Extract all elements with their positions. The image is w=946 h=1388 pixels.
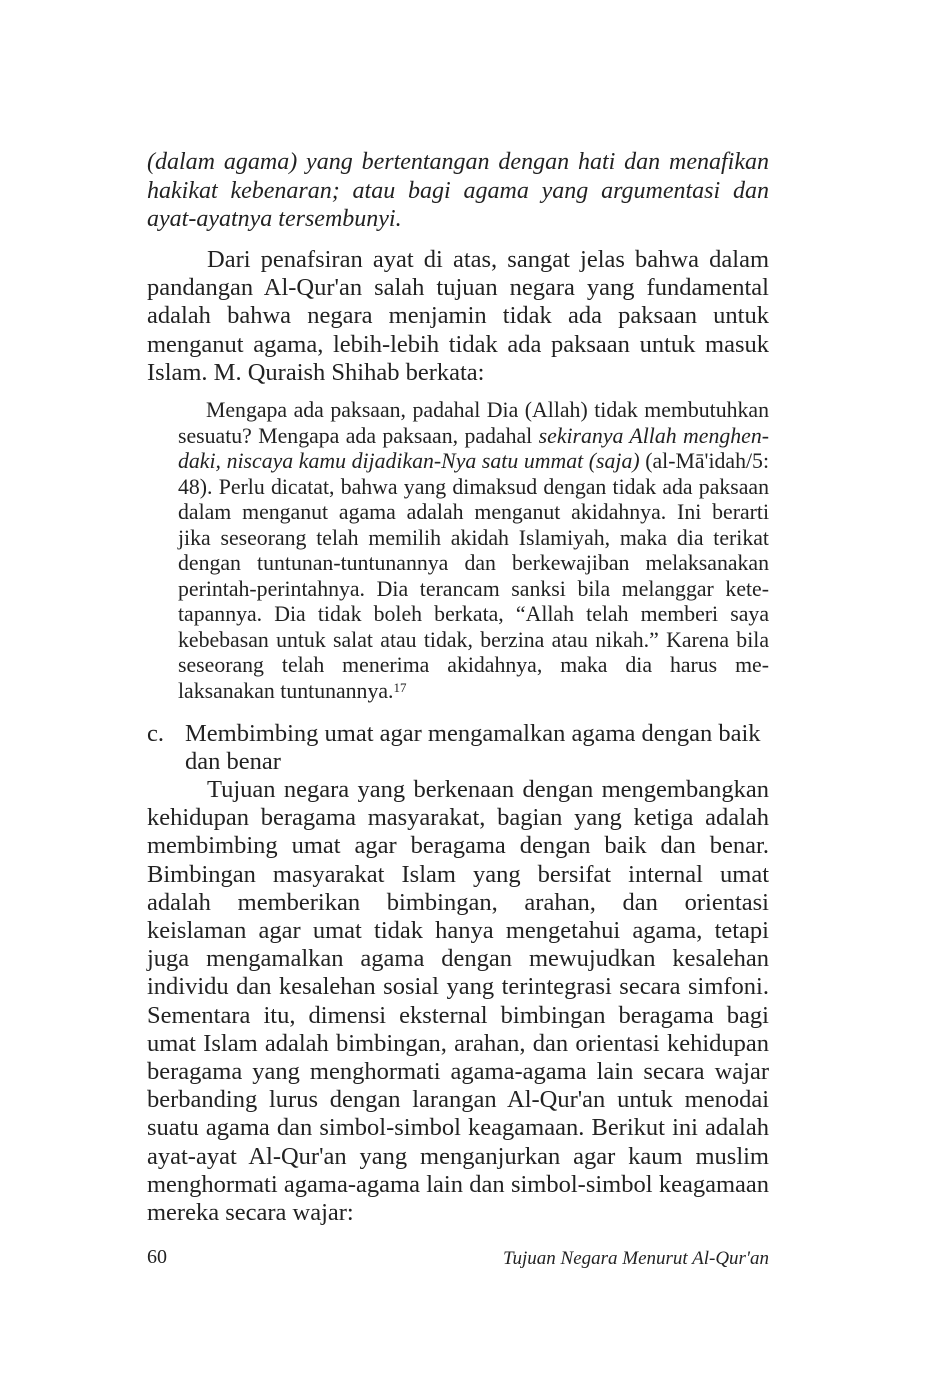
paragraph-interpretation: Dari penafsiran ayat di atas, sangat jelas bahwa dalam pandangan Al-Qur'an salah tujuan negara yang fundamental adalah bahwa negara menjamin tidak ada paksaan untuk menganut agama, lebih-lebih tidak ada paksaan untuk masuk Islam. M. Quraish Shihab berkata: bbox=[147, 246, 769, 386]
quote-text-part2: (al-Mā'idah/5: 48). Perlu dicatat, bahwa yang dimaksud dengan tidak ada paksaan dalam menganut agama adalah menganut akidahnya. Ini berarti jika seseorang telah memilih akidah Islamiyah, maka dia terikat dengan tuntunan-tuntunannya dan berkewajiban melaksanakan perintah-perintahnya. Dia terancam sanksi bila melanggar kete-tapannya. Dia tidak boleh berkata, “Allah telah memberi saya kebebasan untuk salat atau tidak, berzina atau nikah.” Karena bila seseorang telah menerima akidahnya, maka dia harus me-laksanakan tuntunannya. bbox=[178, 449, 769, 703]
italic-continuation-text: (dalam agama) yang bertentangan dengan hati dan menafikan hakikat kebenaran; atau bagi agama yang argumentasi dan ayat-ayatnya tersembunyi. bbox=[147, 149, 769, 233]
paragraph-guidance: Tujuan negara yang berkenaan dengan mengembangkan kehidupan beragama masyarakat, bagian yang ketiga adalah membimbing umat agar beragama dengan baik dan benar. Bimbingan masyarakat Islam yang bersifat internal umat adalah memberikan bimbingan, arahan, dan orientasi keislaman agar umat tidak hanya mengetahui agama, tetapi juga mengamalkan agama dengan mewujudkan kesalehan individu dan kesalehan sosial yang terintegrasi secara simfoni. Sementara itu, dimensi eksternal bimbingan beragama bagi umat Islam adalah bimbingan, arahan, dan orientasi kehidupan beragama yang menghormati agama-agama lain secara wajar berbanding lurus dengan larangan Al-Qur'an untuk menodai suatu agama dan simbol-simbol keagamaan. Berikut ini adalah ayat-ayat Al-Qur'an yang menganjurkan agar kaum muslim menghormati agama-agama lain dan simbol-simbol keagamaan mereka secara wajar: bbox=[147, 776, 769, 1227]
block-quote bbox=[178, 398, 769, 704]
quote-verse-italic: sekiranya Allah menghen-daki, niscaya kamu dijadikan-Nya satu ummat (saja) bbox=[178, 423, 769, 473]
list-item-heading: Membimbing umat agar mengamalkan agama dengan baik dan benar bbox=[185, 720, 761, 776]
list-marker: c. bbox=[147, 720, 164, 747]
quote-text-part1: Mengapa ada paksaan, padahal Dia (Allah) tidak membutuhkan sesuatu? Mengapa ada paksaan, padahal bbox=[178, 398, 769, 448]
page-number: 60 bbox=[147, 1246, 167, 1268]
running-footer-title: Tujuan Negara Menurut Al-Qur'an bbox=[502, 1248, 769, 1269]
list-item-c bbox=[147, 720, 769, 776]
footnote-reference: 17 bbox=[393, 679, 407, 695]
